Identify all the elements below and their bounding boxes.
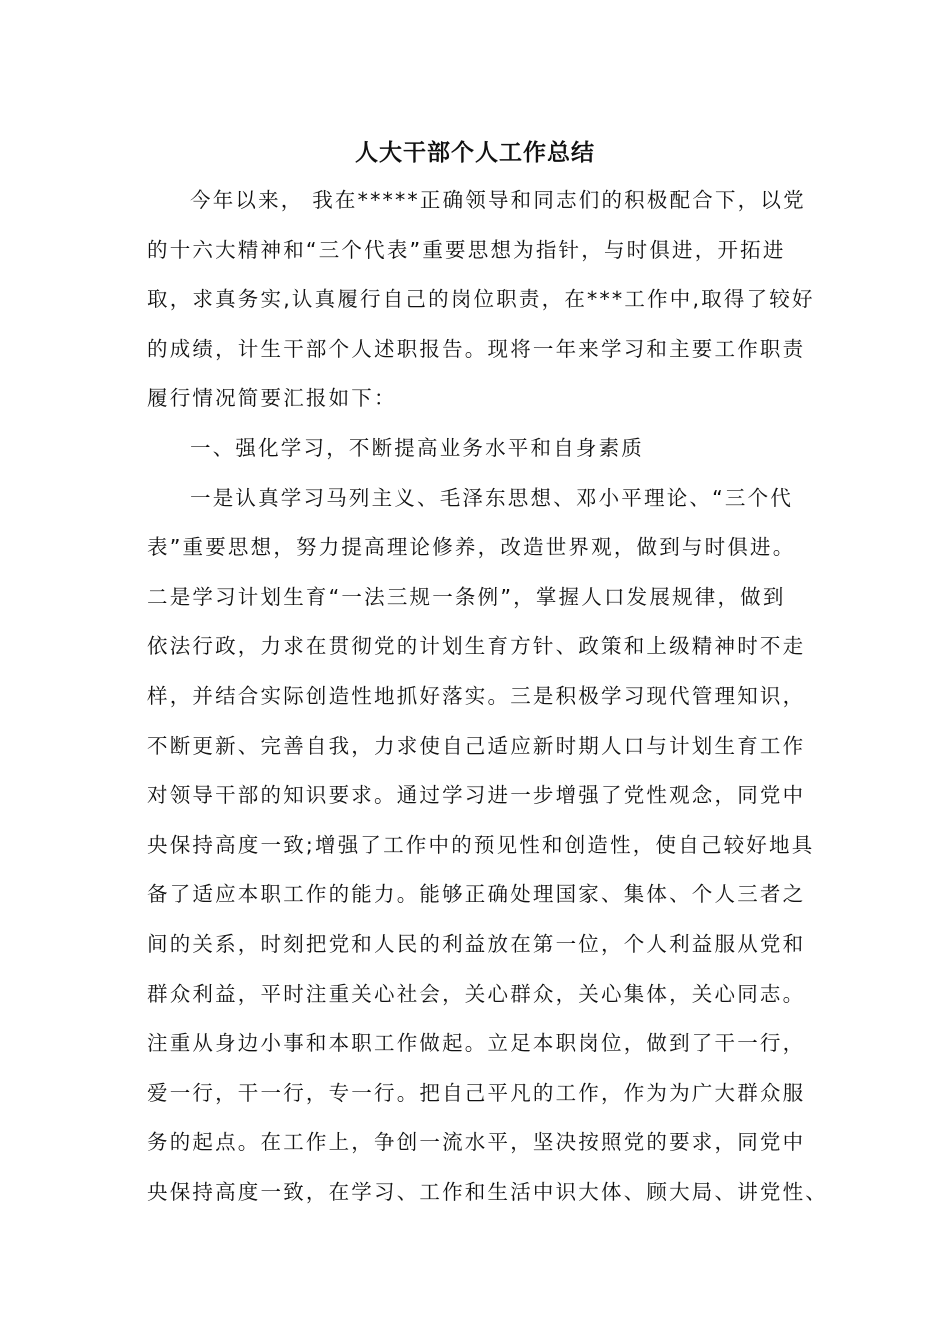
- paragraph-line: 爱一行，干一行，专一行。把自己平凡的工作，作为为广大群众服: [147, 1080, 806, 1105]
- paragraph-line: 取，求真务实,认真履行自己的岗位职责，在***工作中,取得了较好: [147, 287, 815, 312]
- paragraph-line: 间的关系，时刻把党和人民的利益放在第一位，个人利益服从党和: [147, 932, 806, 956]
- paragraph-line: 务的起点。在工作上，争创一流水平，坚决按照党的要求，同党中: [147, 1130, 806, 1155]
- paragraph-line: 对领导干部的知识要求。通过学习进一步增强了党性观念，同党中: [147, 783, 806, 808]
- paragraph-line: 央保持高度一致，在学习、工作和生活中识大体、顾大局、讲党性、: [147, 1180, 828, 1204]
- paragraph-line: 履行情况简要汇报如下：: [147, 386, 397, 411]
- section-heading: 一、强化学习，不断提高业务水平和自身素质: [190, 436, 644, 460]
- paragraph-line: 一是认真学习马列主义、毛泽东思想、邓小平理论、“三个代: [190, 485, 794, 510]
- paragraph-line: 央保持高度一致;增强了工作中的预见性和创造性，使自己较好地具: [147, 832, 815, 857]
- paragraph-line: 今年以来， 我在*****正确领导和同志们的积极配合下，以党: [190, 188, 806, 212]
- paragraph-line: 依法行政，力求在贯彻党的计划生育方针、政策和上级精神时不走: [147, 634, 806, 659]
- paragraph-line: 的十六大精神和“三个代表”重要思想为指针，与时俱进，开拓进: [147, 237, 786, 262]
- document-title: 人大干部个人工作总结: [355, 139, 595, 166]
- paragraph-line: 样，并结合实际创造性地抓好落实。三是积极学习现代管理知识，: [147, 684, 806, 708]
- paragraph-line: 注重从身边小事和本职工作做起。立足本职岗位，做到了干一行，: [147, 1031, 806, 1056]
- paragraph-line: 的成绩，计生干部个人述职报告。现将一年来学习和主要工作职责: [147, 336, 806, 361]
- paragraph-line: 备了适应本职工作的能力。能够正确处理国家、集体、个人三者之: [147, 882, 806, 907]
- paragraph-line: 群众利益，平时注重关心社会，关心群众，关心集体，关心同志。: [147, 981, 806, 1006]
- paragraph-line: 表”重要思想，努力提高理论修养，改造世界观，做到与时俱进。: [147, 535, 796, 560]
- paragraph-line: 不断更新、完善自我，力求使自己适应新时期人口与计划生育工作: [147, 733, 806, 758]
- paragraph-line: 二是学习计划生育“一法三规一条例”，掌握人口发展规律，做到: [147, 584, 786, 609]
